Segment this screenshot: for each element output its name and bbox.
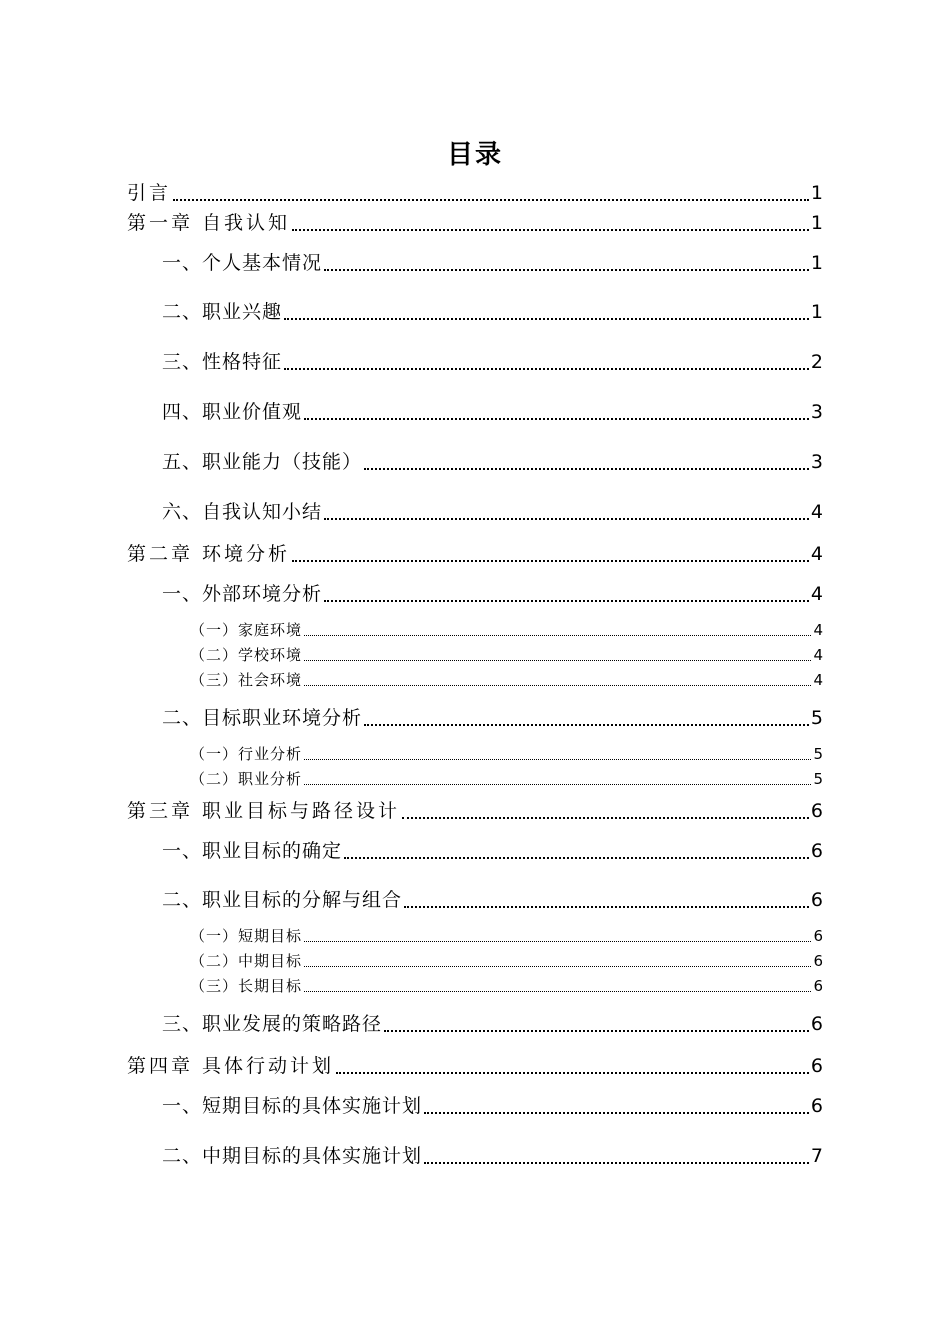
- toc-entry-label: 一、职业目标的确定: [162, 840, 343, 862]
- toc-page-number: 5: [813, 745, 823, 763]
- toc-dot-leader: [304, 941, 811, 942]
- toc-page-number: 3: [810, 401, 823, 423]
- toc-dot-leader: [304, 966, 811, 967]
- toc-entry-label: 第四章 具体行动计划: [127, 1055, 335, 1077]
- toc-entry[interactable]: [162, 252, 823, 275]
- toc-entry[interactable]: [162, 451, 823, 474]
- toc-entry-label: 二、职业目标的分解与组合: [162, 889, 403, 911]
- toc-dot-leader: [402, 817, 809, 819]
- toc-dot-leader: [304, 991, 811, 992]
- toc-dot-leader: [404, 906, 809, 908]
- toc-dot-leader: [304, 759, 811, 760]
- toc-entry[interactable]: [190, 927, 823, 945]
- toc-entry-label: （一）短期目标: [190, 927, 303, 945]
- toc-dot-leader: [284, 368, 809, 370]
- toc-entry-label: 五、职业能力（技能）: [162, 451, 363, 473]
- toc-page-number: 7: [810, 1145, 823, 1167]
- toc-dot-leader: [424, 1112, 809, 1114]
- toc-entry[interactable]: [162, 889, 823, 912]
- toc-dot-leader: [324, 600, 809, 602]
- toc-entry-label: 二、职业兴趣: [162, 301, 283, 323]
- toc-entry[interactable]: [162, 351, 823, 374]
- toc-entry-label: 三、性格特征: [162, 351, 283, 373]
- toc-page-number: 6: [810, 889, 823, 911]
- toc-entry-label: （三）长期目标: [190, 977, 303, 995]
- toc-entry[interactable]: [190, 671, 823, 689]
- toc-dot-leader: [364, 724, 809, 726]
- toc-entry-label: 一、个人基本情况: [162, 252, 323, 274]
- toc-entry[interactable]: [127, 543, 823, 566]
- toc-entry[interactable]: [127, 800, 823, 823]
- toc-page-number: 1: [810, 182, 823, 204]
- toc-dot-leader: [292, 229, 809, 231]
- toc-entry[interactable]: [190, 952, 823, 970]
- toc-dot-leader: [304, 685, 811, 686]
- toc-entry[interactable]: [162, 1095, 823, 1118]
- toc-entry[interactable]: [162, 707, 823, 730]
- toc-dot-leader: [384, 1030, 809, 1032]
- toc-entry[interactable]: [162, 501, 823, 524]
- toc-entry-label: 第一章 自我认知: [127, 212, 291, 234]
- toc-page-number: 4: [813, 646, 823, 664]
- toc-entry[interactable]: [162, 1013, 823, 1036]
- toc-entry[interactable]: [162, 301, 823, 324]
- toc-entry-label: 六、自我认知小结: [162, 501, 323, 523]
- toc-entry-label: （三）社会环境: [190, 671, 303, 689]
- toc-entry[interactable]: [162, 840, 823, 863]
- toc-dot-leader: [336, 1072, 809, 1074]
- toc-entry[interactable]: [162, 401, 823, 424]
- toc-page-number: 4: [813, 621, 823, 639]
- toc-page-number: 6: [810, 840, 823, 862]
- toc-page-number: 1: [810, 212, 823, 234]
- toc-page-number: 6: [810, 800, 823, 822]
- toc-entry-label: 第二章 环境分析: [127, 543, 291, 565]
- toc-entry-label: 四、职业价值观: [162, 401, 303, 423]
- toc-entry-label: （二）学校环境: [190, 646, 303, 664]
- toc-dot-leader: [424, 1162, 809, 1164]
- toc-page-number: 1: [810, 252, 823, 274]
- toc-entry[interactable]: [190, 646, 823, 664]
- toc-page-number: 6: [813, 927, 823, 945]
- toc-entry-label: 三、职业发展的策略路径: [162, 1013, 383, 1035]
- toc-page-number: 6: [813, 977, 823, 995]
- toc-entry-label: 二、中期目标的具体实施计划: [162, 1145, 423, 1167]
- toc-page-number: 1: [810, 301, 823, 323]
- toc-entry-label: 一、外部环境分析: [162, 583, 323, 605]
- toc-entry-label: 第三章 职业目标与路径设计: [127, 800, 401, 822]
- toc-page-number: 2: [810, 351, 823, 373]
- toc-entry[interactable]: [127, 1055, 823, 1078]
- toc-page-number: 6: [810, 1095, 823, 1117]
- toc-entry-label: （二）中期目标: [190, 952, 303, 970]
- toc-dot-leader: [304, 784, 811, 785]
- toc-dot-leader: [292, 560, 809, 562]
- toc-page-number: 6: [813, 952, 823, 970]
- toc-dot-leader: [304, 660, 811, 661]
- toc-entry[interactable]: [190, 977, 823, 995]
- toc-dot-leader: [304, 418, 809, 420]
- toc-title: 目录: [446, 140, 503, 170]
- toc-entry[interactable]: [127, 212, 823, 235]
- toc-page-number: 3: [810, 451, 823, 473]
- toc-dot-leader: [173, 199, 809, 201]
- toc-page-number: 6: [810, 1013, 823, 1035]
- toc-entry-label: （一）家庭环境: [190, 621, 303, 639]
- toc-entry[interactable]: [190, 745, 823, 763]
- toc-dot-leader: [344, 857, 809, 859]
- toc-page-number: 4: [810, 543, 823, 565]
- toc-page-number: 4: [813, 671, 823, 689]
- toc-page-number: 4: [810, 501, 823, 523]
- toc-dot-leader: [284, 318, 809, 320]
- toc-entry-label: 一、短期目标的具体实施计划: [162, 1095, 423, 1117]
- toc-entry-label: 引言: [127, 182, 172, 204]
- toc-page-number: 4: [810, 583, 823, 605]
- toc-entry-label: （二）职业分析: [190, 770, 303, 788]
- toc-page-number: 5: [813, 770, 823, 788]
- toc-entry-label: （一）行业分析: [190, 745, 303, 763]
- toc-dot-leader: [304, 635, 811, 636]
- toc-entry[interactable]: [127, 182, 823, 205]
- toc-page-number: 5: [810, 707, 823, 729]
- toc-entry[interactable]: [190, 770, 823, 788]
- toc-entry[interactable]: [162, 1145, 823, 1168]
- toc-entry[interactable]: [190, 621, 823, 639]
- toc-entry[interactable]: [162, 583, 823, 606]
- toc-entry-label: 二、目标职业环境分析: [162, 707, 363, 729]
- toc-dot-leader: [324, 269, 809, 271]
- toc-page-number: 6: [810, 1055, 823, 1077]
- toc-dot-leader: [324, 518, 809, 520]
- toc-dot-leader: [364, 468, 809, 470]
